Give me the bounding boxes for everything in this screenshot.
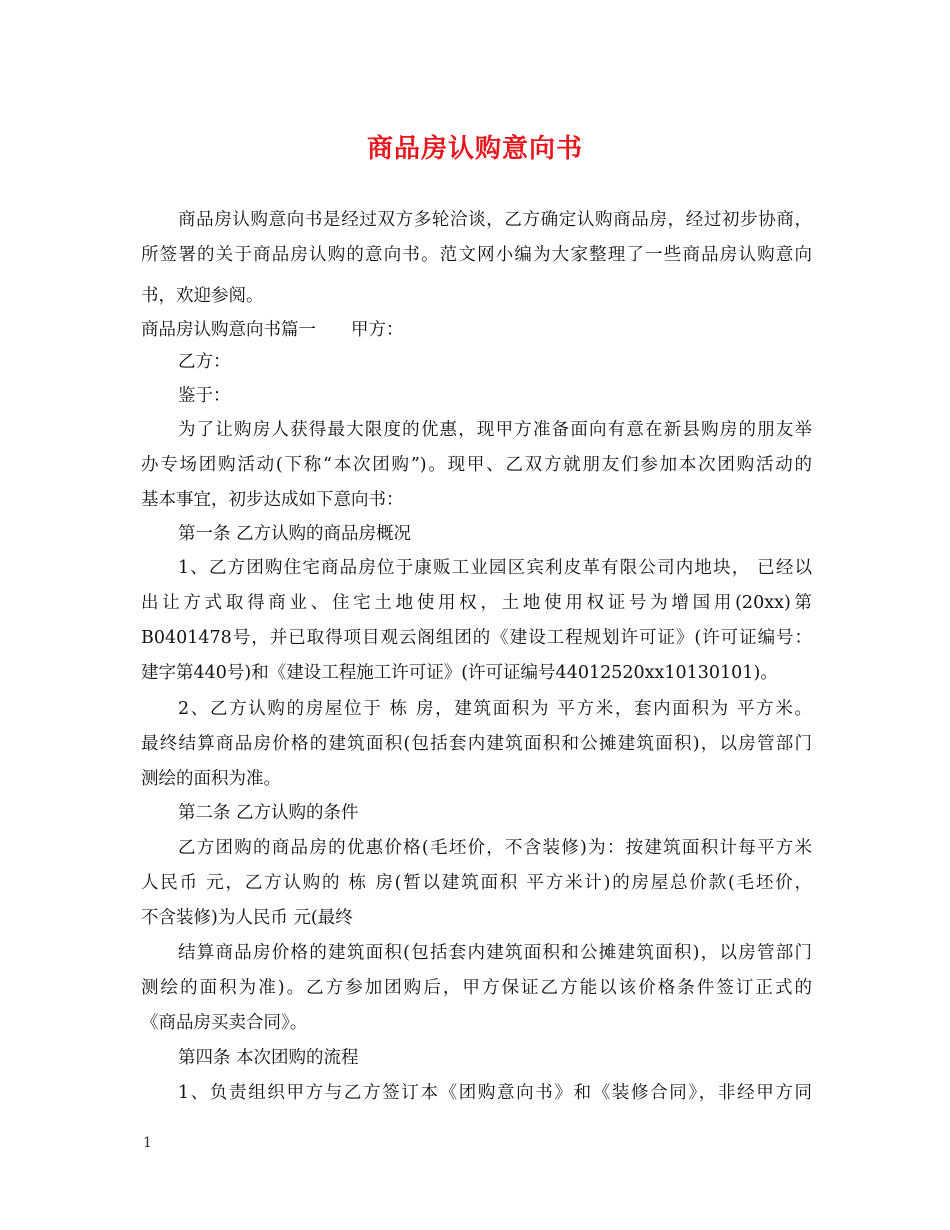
article-heading: 第一条 乙方认购的商品房概况 <box>178 524 412 544</box>
paragraph-line: 为了让购房人获得最大限度的优惠，现甲方准备面向有意在新县购房的朋友举 <box>178 420 812 440</box>
paragraph-line: 书，欢迎参阅。 <box>141 286 264 306</box>
document-title: 商品房认购意向书 <box>366 134 583 164</box>
paragraph-line: 《商品房买卖合同》。 <box>141 1013 308 1033</box>
section-heading: 商品房认购意向书篇一 甲方： <box>141 320 404 340</box>
paragraph-line: 1、负责组织甲方与乙方签订本《团购意向书》和《装修合同》，非经甲方同 <box>178 1083 812 1103</box>
article-heading: 第二条 乙方认购的条件 <box>178 803 359 823</box>
paragraph-line: B0401478号，并已取得项目观云阁组团的《建设工程规划许可证》(许可证编号： <box>141 628 812 648</box>
paragraph-line: 人民币 元，乙方认购的 栋 房(暂以建筑面积 平方米计)的房屋总价款(毛坯价， <box>141 873 812 893</box>
paragraph-line: 不含装修)为人民币 元(最终 <box>141 908 353 928</box>
page-number: 1 <box>143 1135 152 1151</box>
article-heading: 第四条 本次团购的流程 <box>178 1048 359 1068</box>
party-label: 鉴于： <box>178 386 231 406</box>
paragraph-line: 测绘的面积为准。 <box>141 769 281 789</box>
paragraph-line: 乙方团购的商品房的优惠价格(毛坯价，不含装修)为：按建筑面积计每平方米 <box>178 838 812 858</box>
paragraph-line: 最终结算商品房价格的建筑面积(包括套内建筑面积和公摊建筑面积)，以房管部门 <box>141 734 812 754</box>
paragraph-line: 2、乙方认购的房屋位于 栋 房，建筑面积为 平方米，套内面积为 平方米。 <box>178 699 812 719</box>
paragraph-line: 基本事宜，初步达成如下意向书： <box>141 490 404 510</box>
paragraph-line: 测绘的面积为准)。乙方参加团购后，甲方保证乙方能以该价格条件签订正式的 <box>141 978 812 998</box>
paragraph-line: 1、乙方团购住宅商品房位于康贩工业园区宾利皮革有限公司内地块， 已经以 <box>178 558 812 578</box>
party-label: 乙方： <box>178 352 231 372</box>
paragraph-line: 所签署的关于商品房认购的意向书。范文网小编为大家整理了一些商品房认购意向 <box>141 245 812 265</box>
paragraph-line: 办专场团购活动(下称“本次团购”)。现甲、乙双方就朋友们参加本次团购活动的 <box>141 455 812 475</box>
paragraph-line: 建字第440号)和《建设工程施工许可证》(许可证编号44012520xx10130101)。 <box>141 663 778 683</box>
paragraph-line: 结算商品房价格的建筑面积(包括套内建筑面积和公摊建筑面积)，以房管部门 <box>178 943 812 963</box>
paragraph-line: 出让方式取得商业、住宅土地使用权，土地使用权证号为增国用(20xx)第 <box>141 593 812 613</box>
paragraph-line: 商品房认购意向书是经过双方多轮洽谈，乙方确定认购商品房，经过初步协商， <box>178 210 812 230</box>
